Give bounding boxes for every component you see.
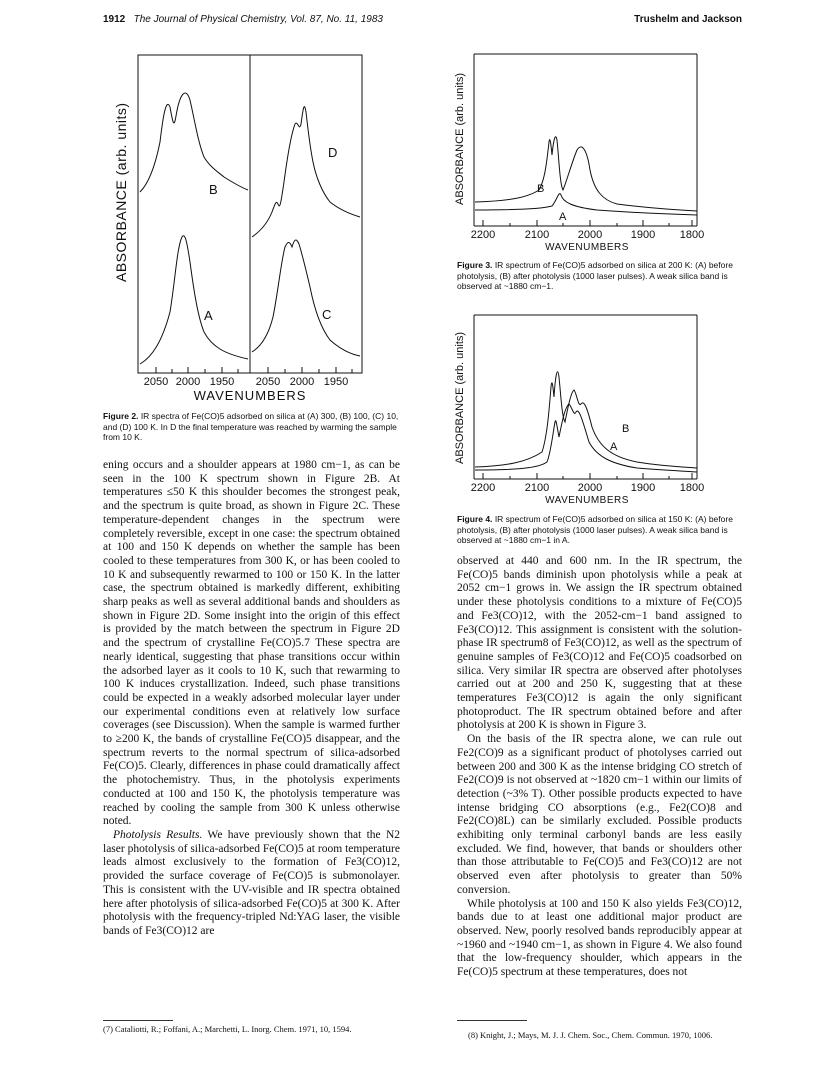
figure-2-x-axis-label: WAVENUMBERS	[193, 388, 307, 403]
figure-4-caption-body: IR spectrum of Fe(CO)5 adsorbed on silica at 150 K: (A) before photolysis, (B) after photolysis (1000 laser pulses). A weak silica band is observed at ~1880 cm−1 in A.	[457, 514, 733, 545]
tick-label: 2050	[143, 376, 169, 388]
curve-label-b: B	[209, 182, 218, 197]
figure-2-right-frame	[250, 55, 362, 373]
spectrum-curve-c	[252, 240, 360, 356]
spectrum-curve-b	[140, 93, 248, 192]
curve-label-a: A	[204, 308, 213, 323]
spectrum-curve-a	[140, 236, 248, 364]
tick-label: 1900	[630, 482, 656, 494]
curve-label-a: A	[559, 211, 567, 223]
running-header-authors: Trushelm and Jackson	[634, 14, 742, 25]
tick-label: 1800	[679, 229, 705, 241]
figure-3	[447, 50, 727, 255]
spectrum-curve-d	[252, 107, 360, 237]
tick-label: 2100	[524, 229, 550, 241]
figure-4-caption	[457, 514, 739, 546]
tick-label: 2050	[255, 376, 281, 388]
figure-4-caption-head: Figure 4.	[457, 514, 493, 524]
spectrum-curve-b	[475, 372, 697, 468]
body-paragraph: On the basis of the IR spectra alone, we can rule out Fe2(CO)9 as a significant product of photolyses carried out between 200 and 300 K as the intense bridging CO stretch of Fe2(CO)9 is not observed at ~1820 cm−1 within our limits of detection (~3% T). Other possible products expected to have intense bridging CO absorptions (e.g., Fe2(CO)8 and Fe2(CO)8L) can be similarly excluded. Possible products exhibiting only terminal carbonyl bands are less easily excluded. We find, however, that bands or shoulders other than those attributable to Fe(CO)5 and Fe3(CO)12 are not observed even after photolysis to greater than 50% conversion.	[457, 733, 742, 896]
left-text-column	[103, 459, 400, 939]
page-number: 1912	[103, 14, 126, 25]
figure-4	[447, 312, 727, 512]
curve-label-a: A	[610, 441, 618, 453]
curve-label-d: D	[328, 145, 338, 160]
footnote-rule	[457, 1020, 527, 1021]
spectrum-curve-a	[475, 404, 697, 472]
figure-2	[110, 52, 400, 402]
tick-label: 2000	[175, 376, 201, 388]
tick-label: 2000	[289, 376, 315, 388]
tick-label: 1800	[679, 482, 705, 494]
figure-4-x-axis-label: WAVENUMBERS	[545, 495, 629, 506]
spectrum-curve-a	[475, 194, 697, 215]
figure-3-caption-body: IR spectrum of Fe(CO)5 adsorbed on silica at 200 K: (A) before photolysis, (B) after photolysis (1000 laser pulses). A weak silica band is observed at ~1880 cm−1.	[457, 260, 733, 291]
figure-3-y-axis-label: ABSORBANCE (arb. units)	[454, 72, 466, 205]
footnote-8: (8) Knight, J.; Mays, M. J. J. Chem. Soc., Chem. Commun. 1970, 1006.	[468, 1030, 713, 1040]
figure-2-y-axis-label: ABSORBANCE (arb. units)	[113, 102, 129, 282]
tick-label: 2200	[470, 482, 496, 494]
figure-4-y-axis-label: ABSORBANCE (arb. units)	[454, 331, 466, 464]
running-header-left	[103, 14, 383, 25]
body-paragraph	[103, 829, 400, 939]
right-text-column	[457, 555, 742, 980]
body-paragraph: ening occurs and a shoulder appears at 1980 cm−1, as can be seen in the 100 K spectrum shown in Figure 2B. At temperatures ≤50 K this shoulder becomes the strongest peak, and the spectrum is quite broad, as shown in Figure 2C. These temperature-dependent changes in the spectrum were completely reversible, except in one case: the spectrum obtained at 100 and 150 K depends on whether the sample has been cooled to these temperatures from 300 K, or has been cooled to 10 K and subsequently rewarmed to 100 or 150 K. In the latter case, the spectrum obtained is markedly different, exhibiting sharp peaks as well as several additional bands and shoulders as shown in Figure 2D. Some insight into the origin of this effect is provided by the match between the spectrum in Figure 2D and the spectrum of crystalline Fe(CO)5.7 These spectra are nearly identical, suggesting that phase transitions occur within the adsorbed layer as it cools to 10 K, such that rewarming to 100 K induces crystallization. Indeed, such phase transitions could be expected in a weakly adsorbed molecular layer under our experimental conditions even at relatively low surface coverages (see Discussion). When the sample is warmed further to ≥200 K, the bands of crystalline Fe(CO)5 disappear, and the spectrum reverts to the normal spectrum of silica-adsorbed Fe(CO)5. Clearly, differences in phase could dramatically affect the photochemistry. Thus, in the photolysis experiments conducted at 100 and 150 K, the photolysis temperature was reached by cooling the sample from 300 K unless otherwise noted.	[103, 459, 400, 828]
section-run-in-head: Photolysis Results.	[113, 828, 203, 841]
figure-3-caption	[457, 260, 739, 292]
body-text: We have previously shown that the N2 laser photolysis of silica-adsorbed Fe(CO)5 at room temperature leads almost exclusively to the formation of Fe3(CO)12, provided the surface coverage of Fe(CO)5 is submonolayer. This is consistent with the UV-visible and IR spectra obtained here after photolysis of silica-adsorbed Fe(CO)5 at 300 K. After photolysis with the frequency-tripled Nd:YAG laser, the visible bands of Fe3(CO)12 are	[103, 828, 400, 937]
figure-2-caption-head: Figure 2.	[103, 411, 139, 421]
figure-2-caption-body: IR spectra of Fe(CO)5 adsorbed on silica at (A) 300, (B) 100, (C) 10, and (D) 100 K. In D the final temperature was reached by warming the sample from 10 K.	[103, 411, 399, 442]
curve-label-b: B	[622, 423, 630, 435]
tick-label: 1950	[209, 376, 235, 388]
body-paragraph: While photolysis at 100 and 150 K also yields Fe3(CO)12, bands due to at least one additional major product are observed. New, poorly resolved bands reproducibly appear at ~1960 and ~1940 cm−1, as shown in Figure 4. We also found that the low-frequency shoulder, which appears in the Fe(CO)5 spectrum at these temperatures, does not	[457, 897, 742, 979]
figure-3-x-axis-label: WAVENUMBERS	[545, 242, 629, 253]
curve-label-b: B	[537, 183, 545, 195]
tick-label: 2000	[577, 482, 603, 494]
journal-citation: The Journal of Physical Chemistry, Vol. 87, No. 11, 1983	[133, 14, 383, 25]
tick-label: 2200	[470, 229, 496, 241]
tick-label: 2000	[577, 229, 603, 241]
figure-2-left-frame	[138, 55, 250, 373]
figure-2-caption	[103, 411, 399, 443]
tick-label: 1900	[630, 229, 656, 241]
tick-label: 1950	[323, 376, 349, 388]
body-paragraph: observed at 440 and 600 nm. In the IR spectrum, the Fe(CO)5 bands diminish upon photolysis while a peak at 2052 cm−1 grows in. We assign the IR spectrum obtained under these photolysis conditions to a mixture of Fe(CO)5 and Fe3(CO)12, with the 2052-cm−1 band assigned to Fe3(CO)12. This assignment is consistent with the solution-phase IR spectrum8 of Fe3(CO)12, as well as the spectrum of genuine samples of Fe3(CO)12 and Fe(CO)5 coadsorbed on silica. Very similar IR spectra are observed after photolyses carried out at 200 and 250 K, suggesting that at these temperatures Fe3(CO)12 is again the only significant photoproduct. The IR spectrum obtained before and after photolysis at 200 K is shown in Figure 3.	[457, 555, 742, 732]
footnote-7: (7) Cataliotti, R.; Foffani, A.; Marchetti, L. Inorg. Chem. 1971, 10, 1594.	[103, 1024, 352, 1034]
tick-label: 2100	[524, 482, 550, 494]
spectrum-curve-b	[475, 137, 697, 211]
curve-label-c: C	[322, 307, 332, 322]
footnote-rule	[103, 1020, 173, 1021]
figure-3-caption-head: Figure 3.	[457, 260, 493, 270]
